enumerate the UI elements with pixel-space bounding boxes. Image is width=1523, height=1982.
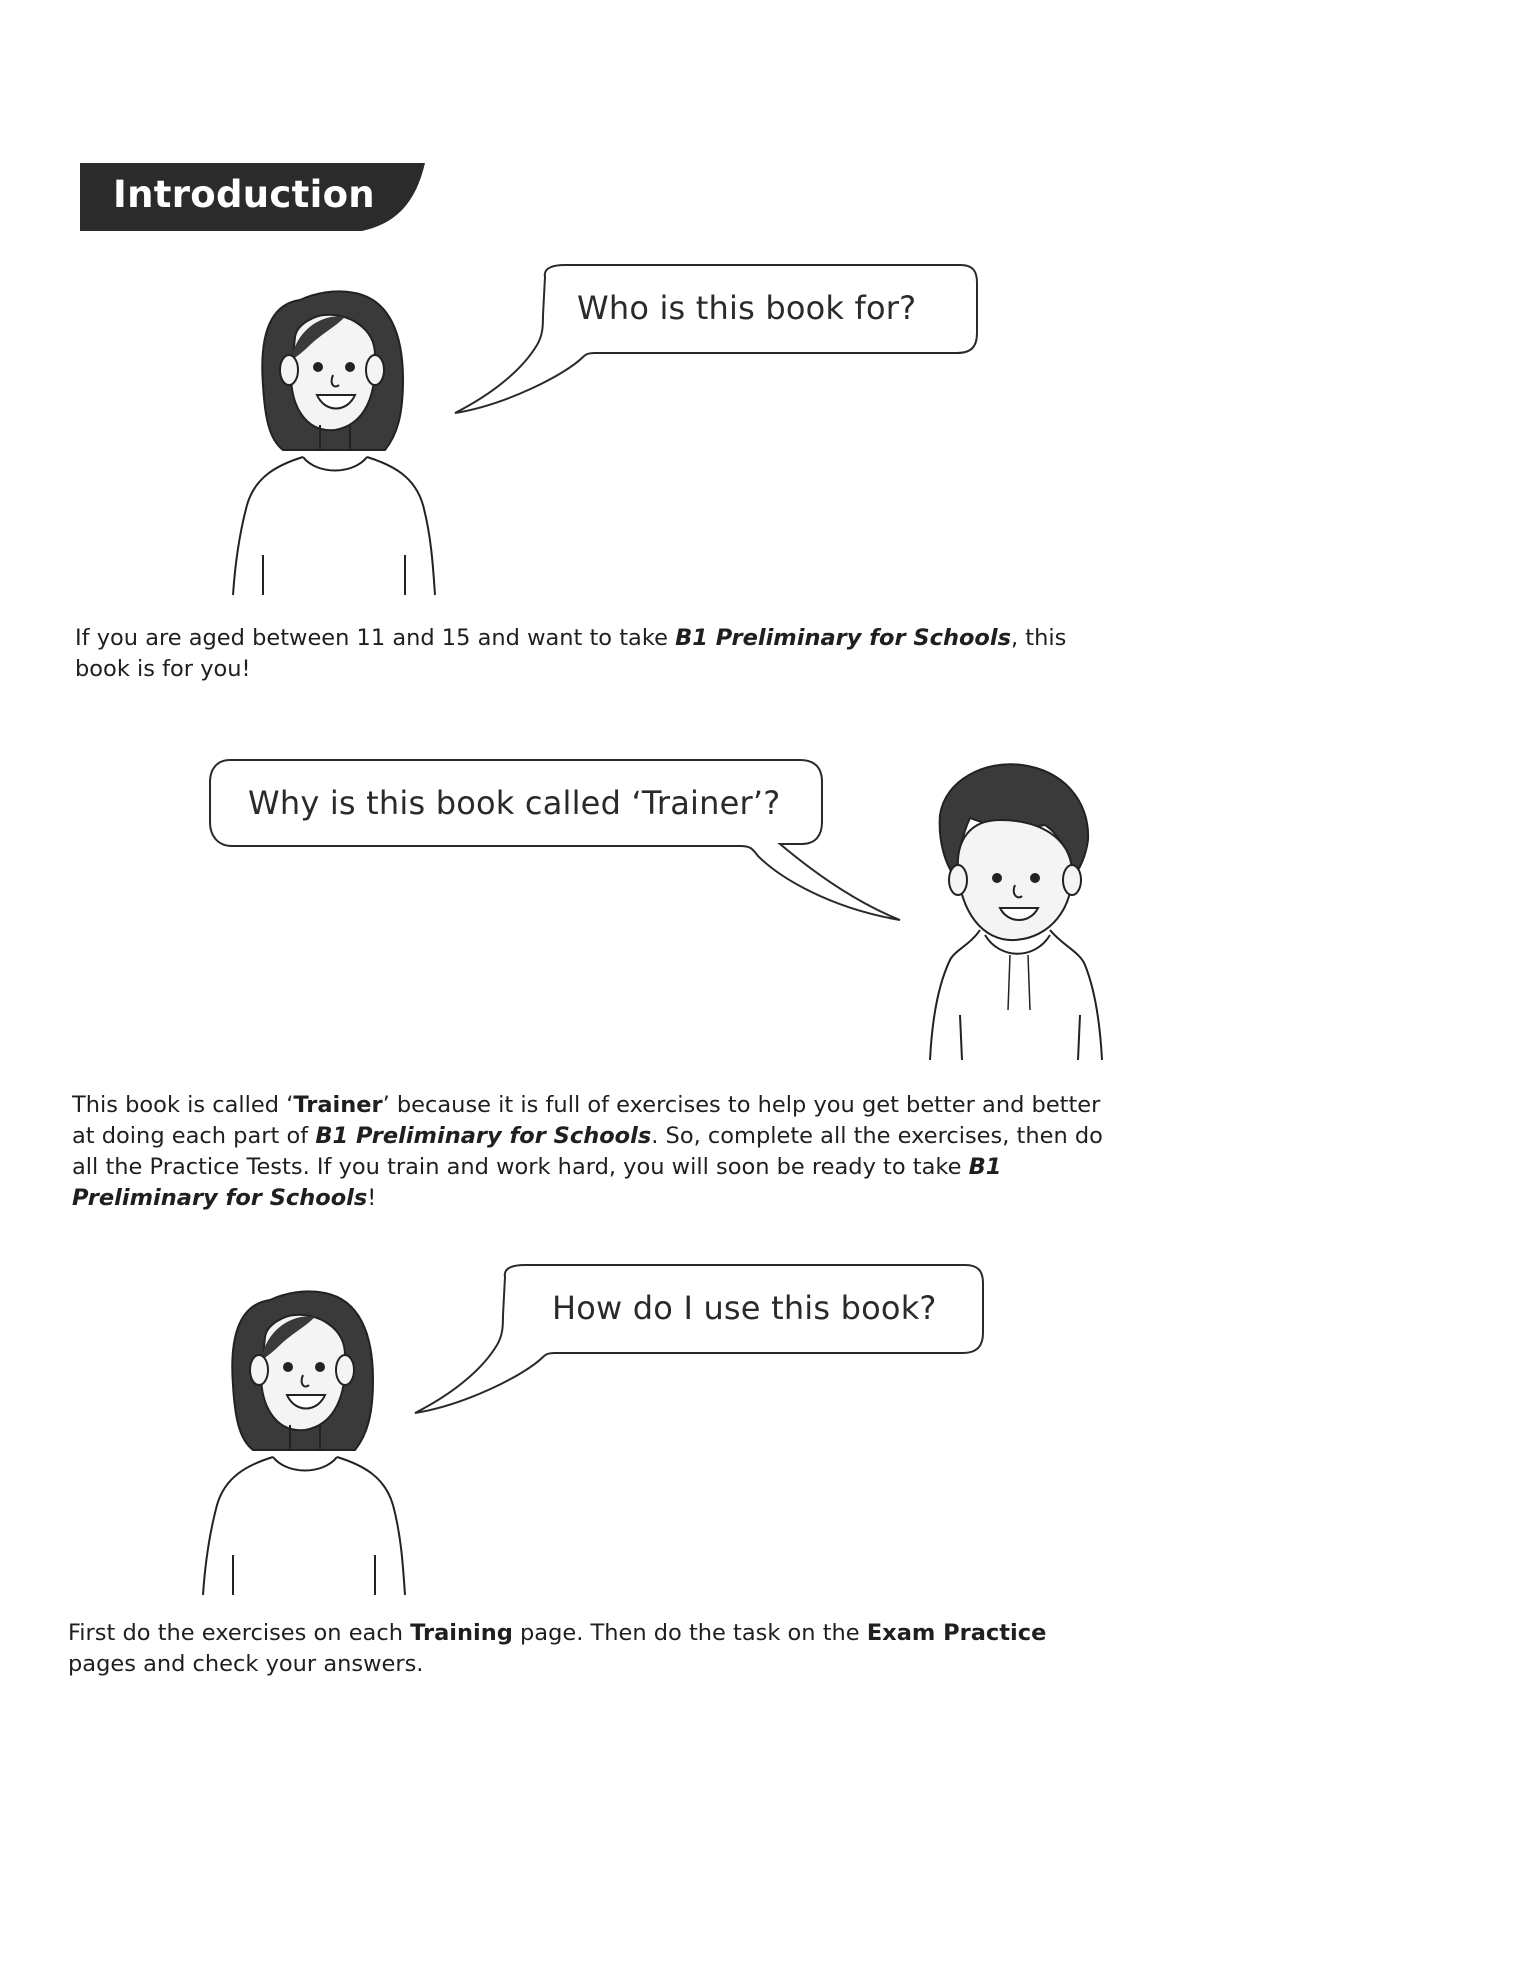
boy-illustration: [210, 760, 1120, 1080]
girl-illustration-1: [225, 265, 985, 605]
speech-bubble-1: Who is this book for?: [577, 289, 917, 327]
speech-bubble-2: Why is this book called ‘Trainer’?: [248, 784, 781, 822]
girl-illustration-2: [195, 1265, 995, 1605]
introduction-banner: [80, 163, 425, 231]
answer-paragraph-1: If you are aged between 11 and 15 and want to take B1 Preliminary for Schools, this book is for you!: [75, 625, 1067, 682]
answer-paragraph-3: First do the exercises on each Training page. Then do the task on the Exam Practice pages and check your answers.: [68, 1620, 1047, 1677]
answer-paragraph-2: This book is called ‘Trainer’ because it is full of exercises to help you get better and better at doing each part of B1 Preliminary for Schools. So, complete all the exercises, then do all the Practice Tests. If you train and work hard, you will soon be ready to take B1 Preliminary for Schools!: [72, 1092, 1103, 1211]
page-title: Introduction: [113, 173, 375, 216]
speech-bubble-3: How do I use this book?: [552, 1289, 937, 1327]
